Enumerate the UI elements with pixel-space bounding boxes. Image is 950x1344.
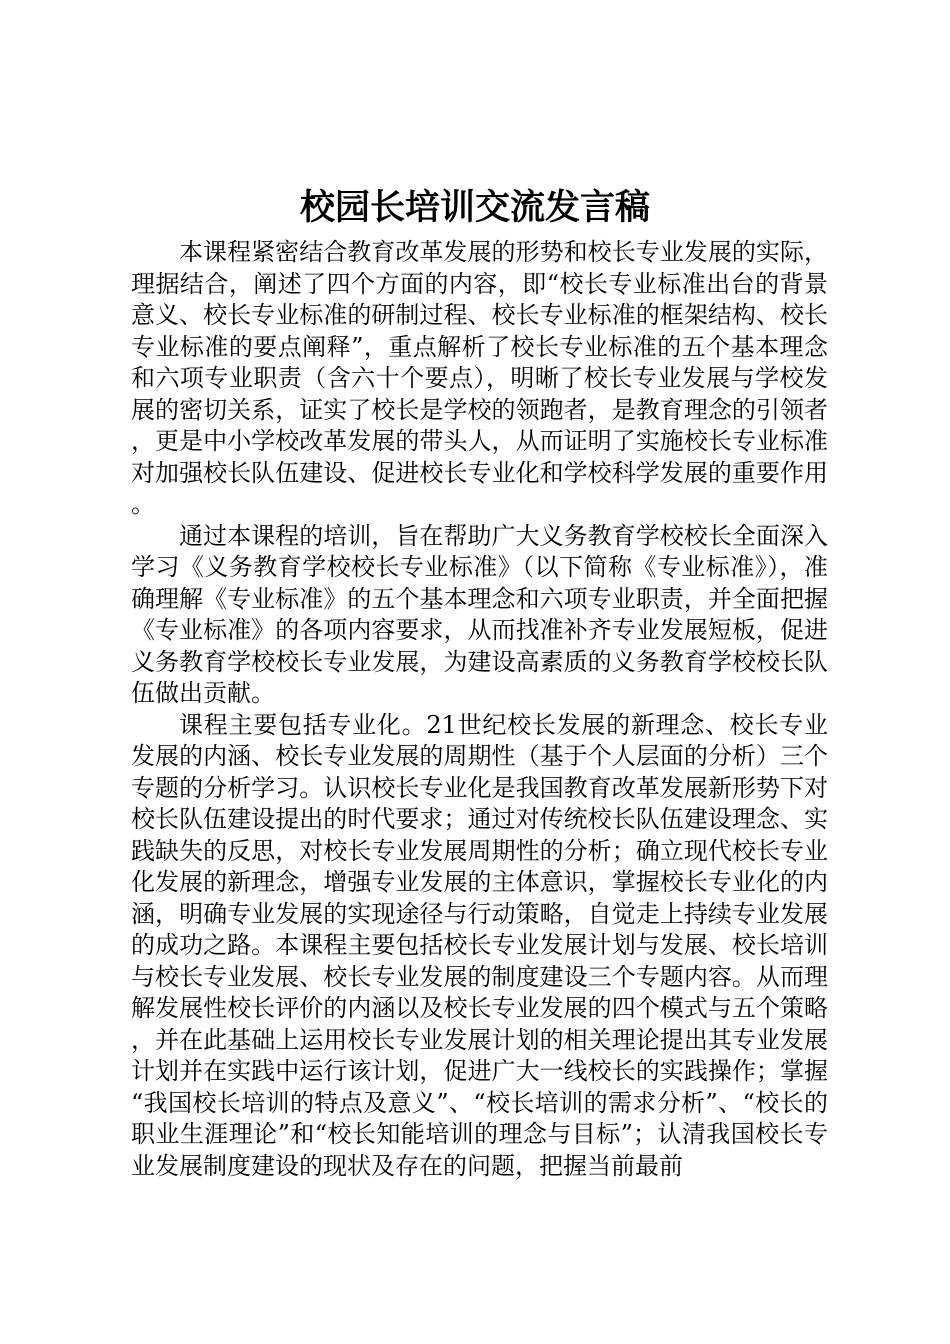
body-paragraph-1: 本课程紧密结合教育改革发展的形势和校长专业发展的实际，理据结合，阐述了四个方面的内容，即“校长专业标准出台的背景意义、校长专业标准的研制过程、校长专业标准的框架结构、校长专业标准的要点阐释”，重点解析了校长专业标准的五个基本理念和六项专业职责（含六十个要点），明晰了校长专业发展与学校发展的密切关系，证实了校长是学校的领跑者，是教育理念的引领者，更是中小学校改革发展的带头人，从而证明了实施校长专业标准对加强校长队伍建设、促进校长专业化和学校科学发展的重要作用。 — [131, 238, 828, 518]
document-body — [131, 237, 828, 1182]
body-paragraph-3: 课程主要包括专业化。21世纪校长发展的新理念、校长专业发展的内涵、校长专业发展的周期性（基于个人层面的分析）三个专题的分析学习。认识校长专业化是我国教育改革发展新形势下对校长队伍建设提出的时代要求；通过对传统校长队伍建设理念、实践缺失的反思，对校长专业发展周期性的分析；确立现代校长专业化发展的新理念，增强专业发展的主体意识，掌握校长专业化的内涵，明确专业发展的实现途径与行动策略，自觉走上持续专业发展的成功之路。本课程主要包括校长专业发展计划与发展、校长培训与校长专业发展、校长专业发展的制度建设三个专题内容。从而理解发展性校长评价的内涵以及校长专业发展的四个模式与五个策略，并在此基础上运用校长专业发展计划的相关理论提出其专业发展计划并在实践中运行该计划，促进广大一线校长的实践操作；掌握“我国校长培训的特点及意义”、“校长培训的需求分析”、“校长的职业生涯理论”和“校长知能培训的理念与目标”；认清我国校长专业发展制度建设的现状及存在的问题，把握当前最前 — [131, 710, 828, 1180]
document-title: 校园长培训交流发言稿 — [299, 187, 650, 228]
body-paragraph-2: 通过本课程的培训，旨在帮助广大义务教育学校校长全面深入学习《义务教育学校校长专业标准》（以下简称《专业标准》），准确理解《专业标准》的五个基本理念和六项专业职责，并全面把握《专业标准》的各项内容要求，从而找准补齐专业发展短板，促进义务教育学校校长专业发展，为建设高素质的义务教育学校校长队伍做出贡献。 — [131, 521, 828, 707]
